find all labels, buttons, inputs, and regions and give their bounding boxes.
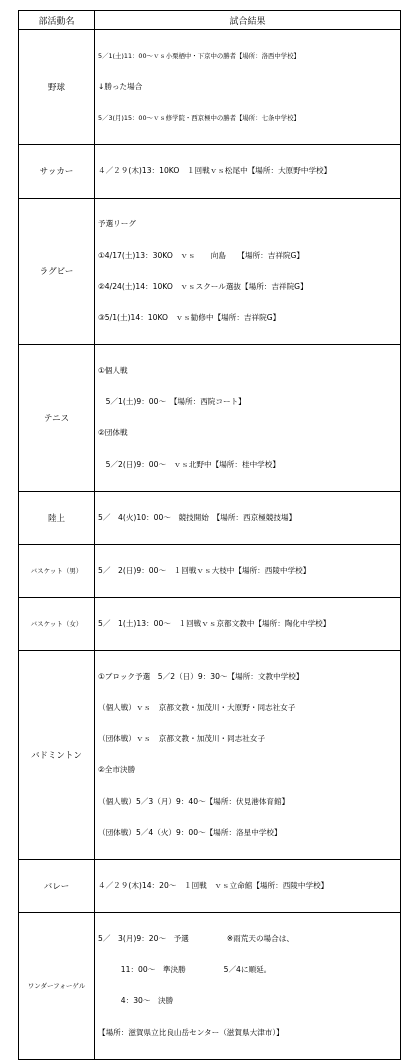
result-line: 5／ 3(月)9：20～ 予選 ※雨荒天の場合は、 bbox=[98, 933, 294, 943]
result-line: （団体戦）5／4（火）9：00～【場所：洛星中学校】 bbox=[98, 827, 282, 837]
result-line: 5／ 1(土)13：00～ １回戦ｖｓ京都文教中【場所：陶化中学校】 bbox=[98, 618, 331, 628]
club-name: サッカー bbox=[19, 145, 95, 198]
result-line: ②4/24(土)14：10KO ｖｓスクール選抜【場所：吉祥院G】 bbox=[98, 281, 308, 291]
result-line: ①4/17(土)13：30KO ｖｓ 向島 【場所：吉祥院G】 bbox=[98, 250, 305, 260]
result-line: （個人戦）ｖｓ 京都文教・加茂川・大原野・同志社女子 bbox=[98, 703, 296, 712]
club-name: ラグビー bbox=[19, 198, 95, 345]
result-cell bbox=[95, 345, 401, 492]
result-cell bbox=[95, 544, 401, 597]
club-name: 野球 bbox=[19, 30, 95, 145]
result-line: ②全市決勝 bbox=[98, 765, 136, 775]
club-name: 陸上 bbox=[19, 491, 95, 544]
result-cell bbox=[95, 913, 401, 1060]
result-line: 5／ 4(火)10：00～ 競技開始 【場所：西京極競技場】 bbox=[98, 512, 297, 522]
result-cell bbox=[95, 198, 401, 345]
result-line: 5／1(土)9：00～ 【場所：西院コート】 bbox=[98, 397, 246, 407]
club-name: バドミントン bbox=[19, 650, 95, 859]
result-line: 11：00～ 準決勝 5／4に順延。 bbox=[98, 965, 272, 975]
table-row bbox=[19, 597, 401, 650]
result-line: 5／1(土)11：00～ｖｓ小栗栖中・下京中の勝者【場所：洛西中学校】 bbox=[98, 51, 300, 60]
table-row bbox=[19, 345, 401, 492]
result-line: ②団体戦 bbox=[98, 428, 128, 438]
result-line: ①個人戦 bbox=[98, 366, 128, 375]
club-name: テニス bbox=[19, 345, 95, 492]
result-line: 予選リーグ bbox=[98, 219, 136, 229]
result-cell bbox=[95, 145, 401, 198]
result-cell bbox=[95, 860, 401, 913]
table-row bbox=[19, 650, 401, 859]
result-line: 5／ 2(日)9：00～ １回戦ｖｓ大枝中【場所：西陵中学校】 bbox=[98, 565, 311, 575]
header-results: 試合結果 bbox=[95, 11, 401, 30]
result-line: ４／２９(木)14：20～ １回戦 ｖｓ立命館【場所：西陵中学校】 bbox=[98, 880, 329, 890]
club-name: バスケット（男） bbox=[19, 544, 95, 597]
header-row bbox=[19, 11, 401, 30]
table-row bbox=[19, 913, 401, 1060]
result-cell bbox=[95, 597, 401, 650]
result-line: （個人戦）5／3（月）9：40～【場所：伏見港体育館】 bbox=[98, 796, 290, 806]
result-cell bbox=[95, 491, 401, 544]
result-line: ①ブロック予選 5／2（日）9：30～【場所：文教中学校】 bbox=[98, 671, 304, 681]
club-name: バスケット（女） bbox=[19, 597, 95, 650]
club-name: バレー bbox=[19, 860, 95, 913]
table-row bbox=[19, 198, 401, 345]
club-name: ワンダーフォーゲル bbox=[19, 913, 95, 1060]
results-table bbox=[18, 10, 401, 1060]
result-cell bbox=[95, 30, 401, 145]
result-line: 【場所：滋賀県立比良山岳センター（滋賀県大津市）】 bbox=[98, 1027, 284, 1037]
result-line: 5／2(日)9：00～ ｖｓ北野中【場所：桂中学校】 bbox=[98, 459, 280, 469]
header-club: 部活動名 bbox=[19, 11, 95, 30]
table-row bbox=[19, 491, 401, 544]
result-line: （団体戦）ｖｓ 京都文教・加茂川・同志社女子 bbox=[98, 734, 266, 744]
table-row bbox=[19, 860, 401, 913]
result-line: 5／3(月)15：00～ｖｓ修学院・西京極中の勝者【場所：七条中学校】 bbox=[98, 114, 300, 123]
table-row bbox=[19, 544, 401, 597]
table-row bbox=[19, 30, 401, 145]
result-line: 4：30～ 決勝 bbox=[98, 996, 174, 1006]
result-cell bbox=[95, 650, 401, 859]
result-line: ③5/1(土)14：10KO ｖｓ勧修中【場所：吉祥院G】 bbox=[98, 312, 281, 322]
result-line: ４／２９(木)13：10KO １回戦ｖｓ松尾中【場所：大原野中学校】 bbox=[98, 166, 332, 176]
result-line: ↓勝った場合 bbox=[98, 82, 143, 92]
table-row bbox=[19, 145, 401, 198]
